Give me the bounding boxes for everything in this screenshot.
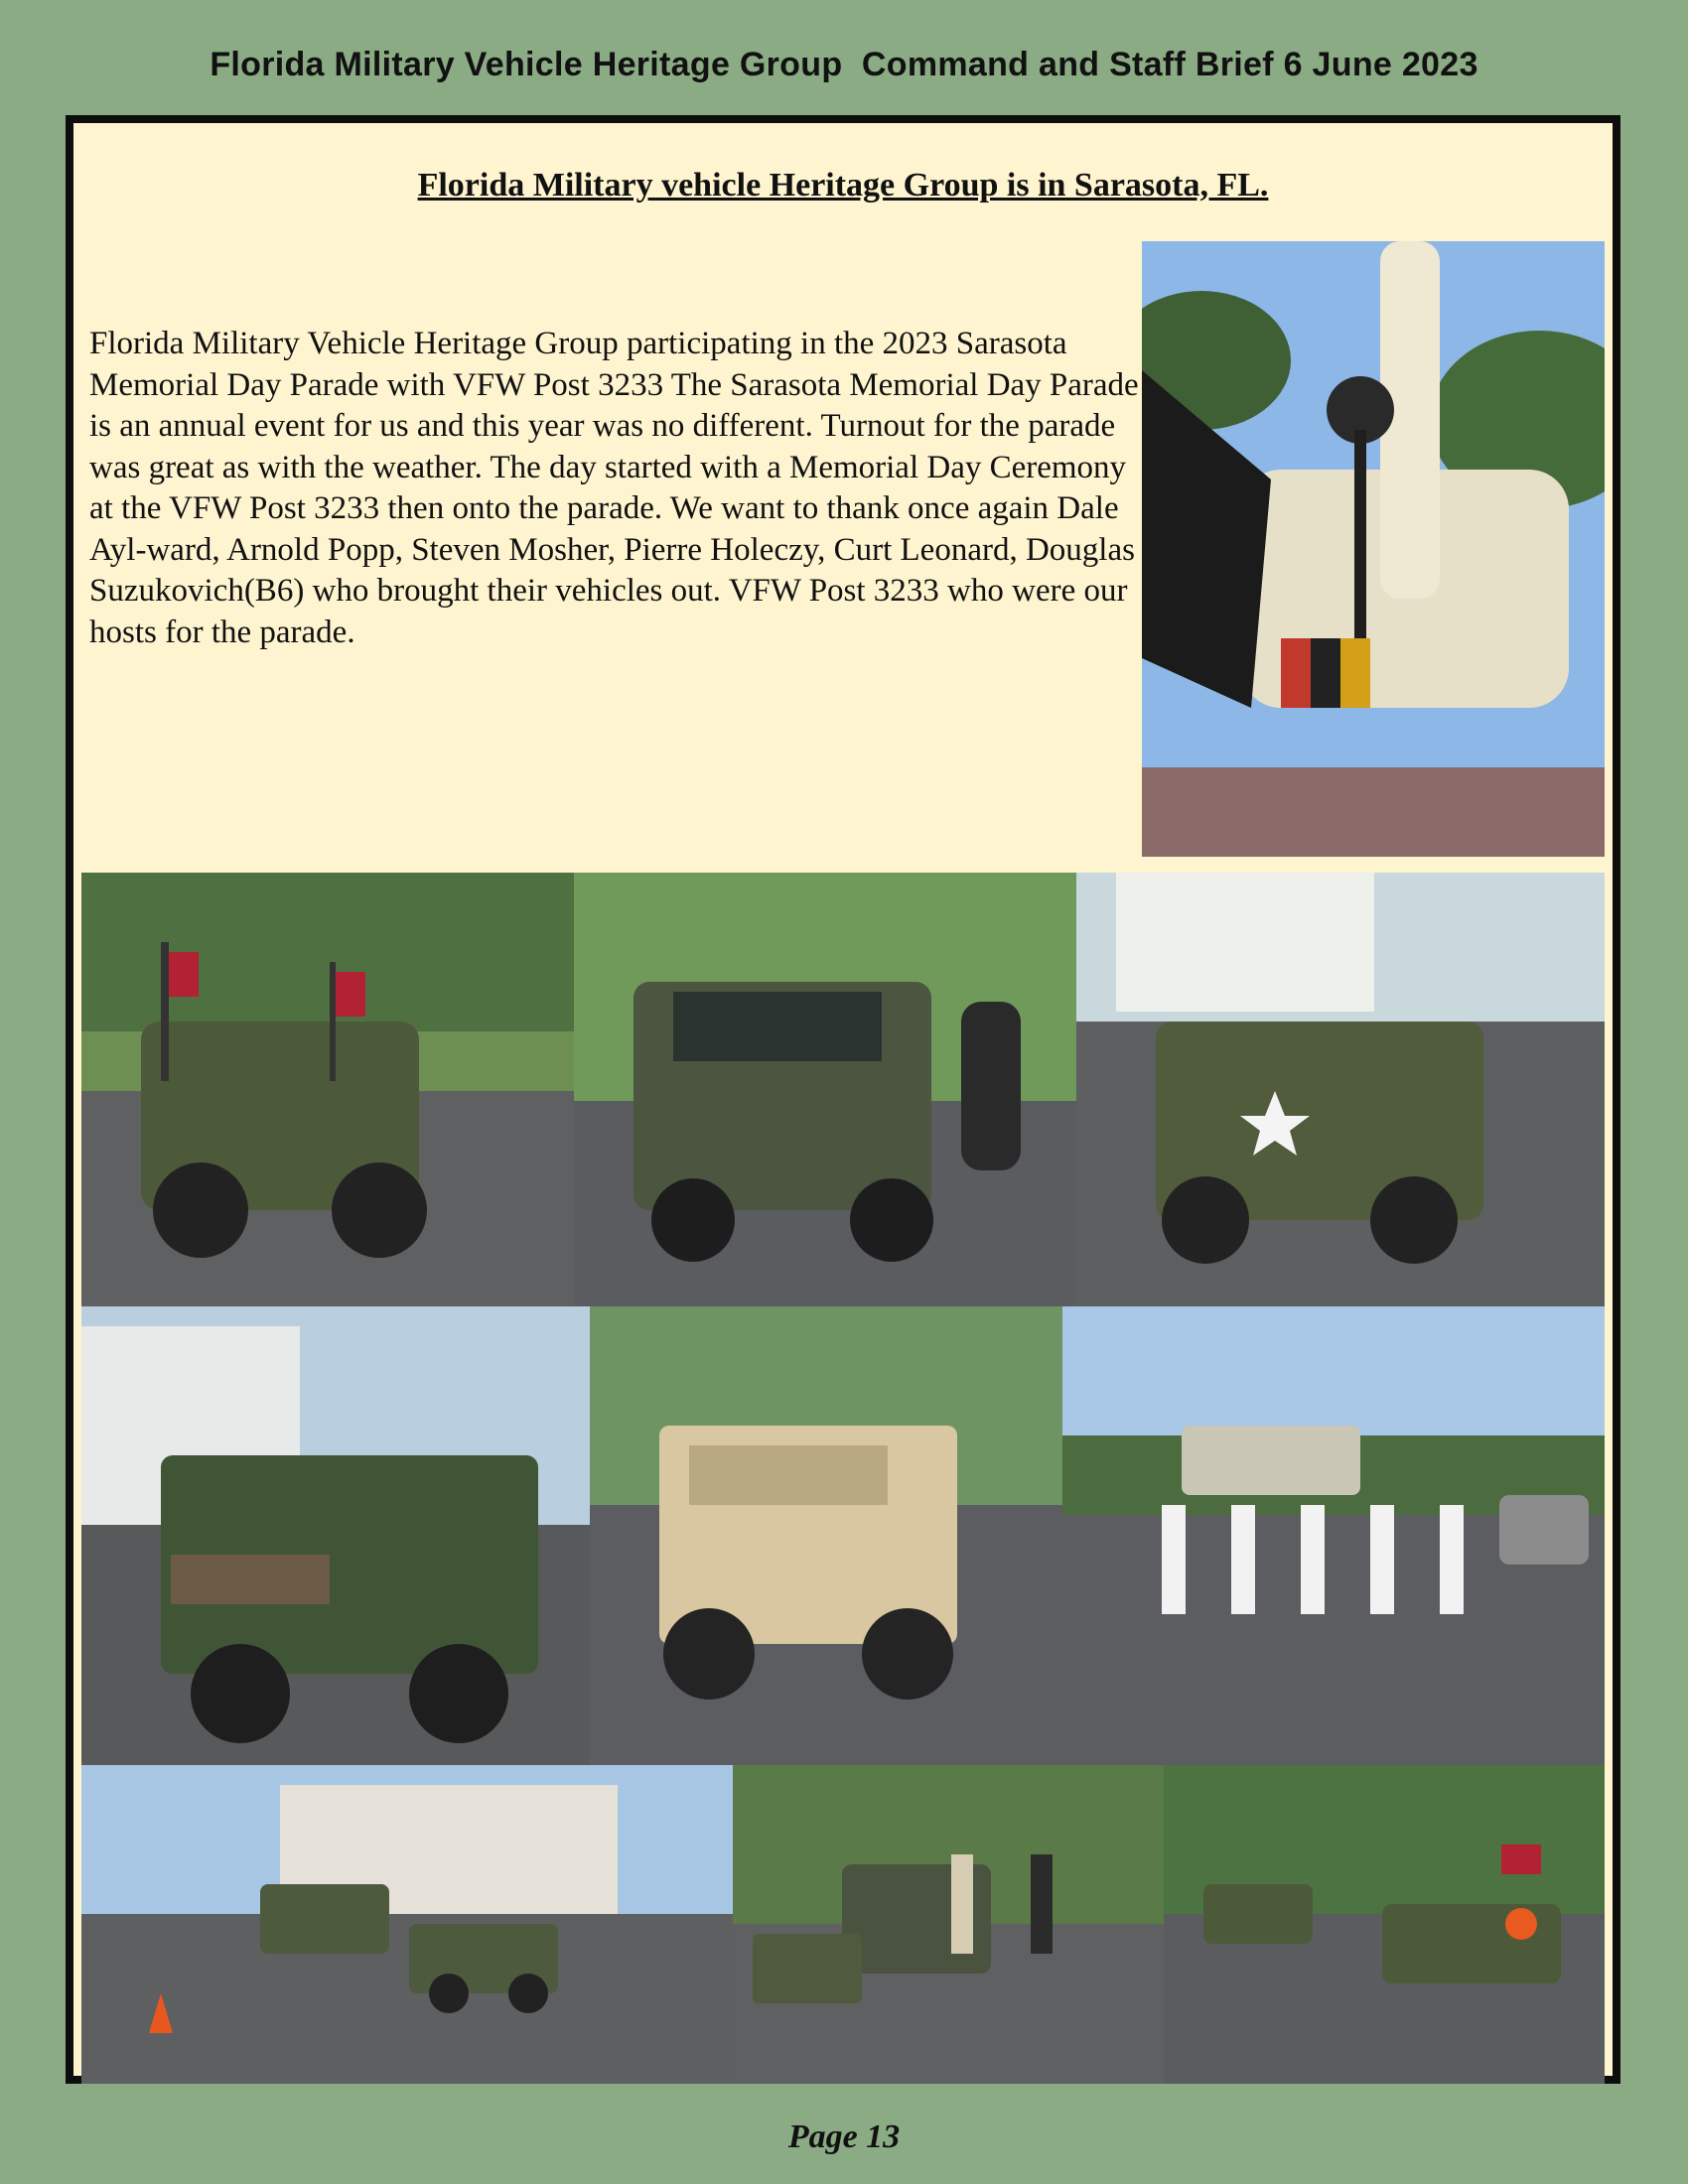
photo-m35-truck — [81, 1306, 590, 1765]
photo-g-wagon — [574, 873, 1076, 1306]
article-title: Florida Military vehicle Heritage Group is in Sarasota, FL. — [417, 167, 1269, 204]
page-header — [0, 46, 1688, 84]
article-body: Florida Military Vehicle Heritage Group participating in the 2023 Sarasota Memorial Day Parade with VFW Post 3233 The Sarasota Memorial Day Parade is an annual event for us and this year was no different. Turnout for the parade was great as with the weather. The day started with a Memorial Day Ceremony at the VFW Post 3233 then onto the parade. We want to thank once again Dale Ayl-ward, Arnold Popp, Steven Mosher, Pierre Holeczy, Curt Leonard, Douglas Suzukovich(B6) who brought their vehicles out. VFW Post 3233 who were our hosts for the parade. — [89, 326, 1139, 650]
page-number: Page 13 — [787, 2118, 901, 2155]
photo-parade-street — [81, 1765, 733, 2084]
photo-jeep-flags — [81, 873, 574, 1306]
photo-intersection-jeeps — [1164, 1765, 1605, 2084]
photo-trailer-crowd — [733, 1765, 1164, 2084]
photo-memorial-tank — [1142, 241, 1605, 857]
content-frame — [66, 115, 1620, 2084]
photo-humvee — [590, 1306, 1062, 1765]
photo-jeep-star — [1076, 873, 1605, 1306]
header-brief: Command and Staff Brief 6 June 2023 — [861, 46, 1478, 83]
photo-veterans-ceremony — [1062, 1306, 1605, 1765]
header-org: Florida Military Vehicle Heritage Group — [210, 46, 843, 83]
